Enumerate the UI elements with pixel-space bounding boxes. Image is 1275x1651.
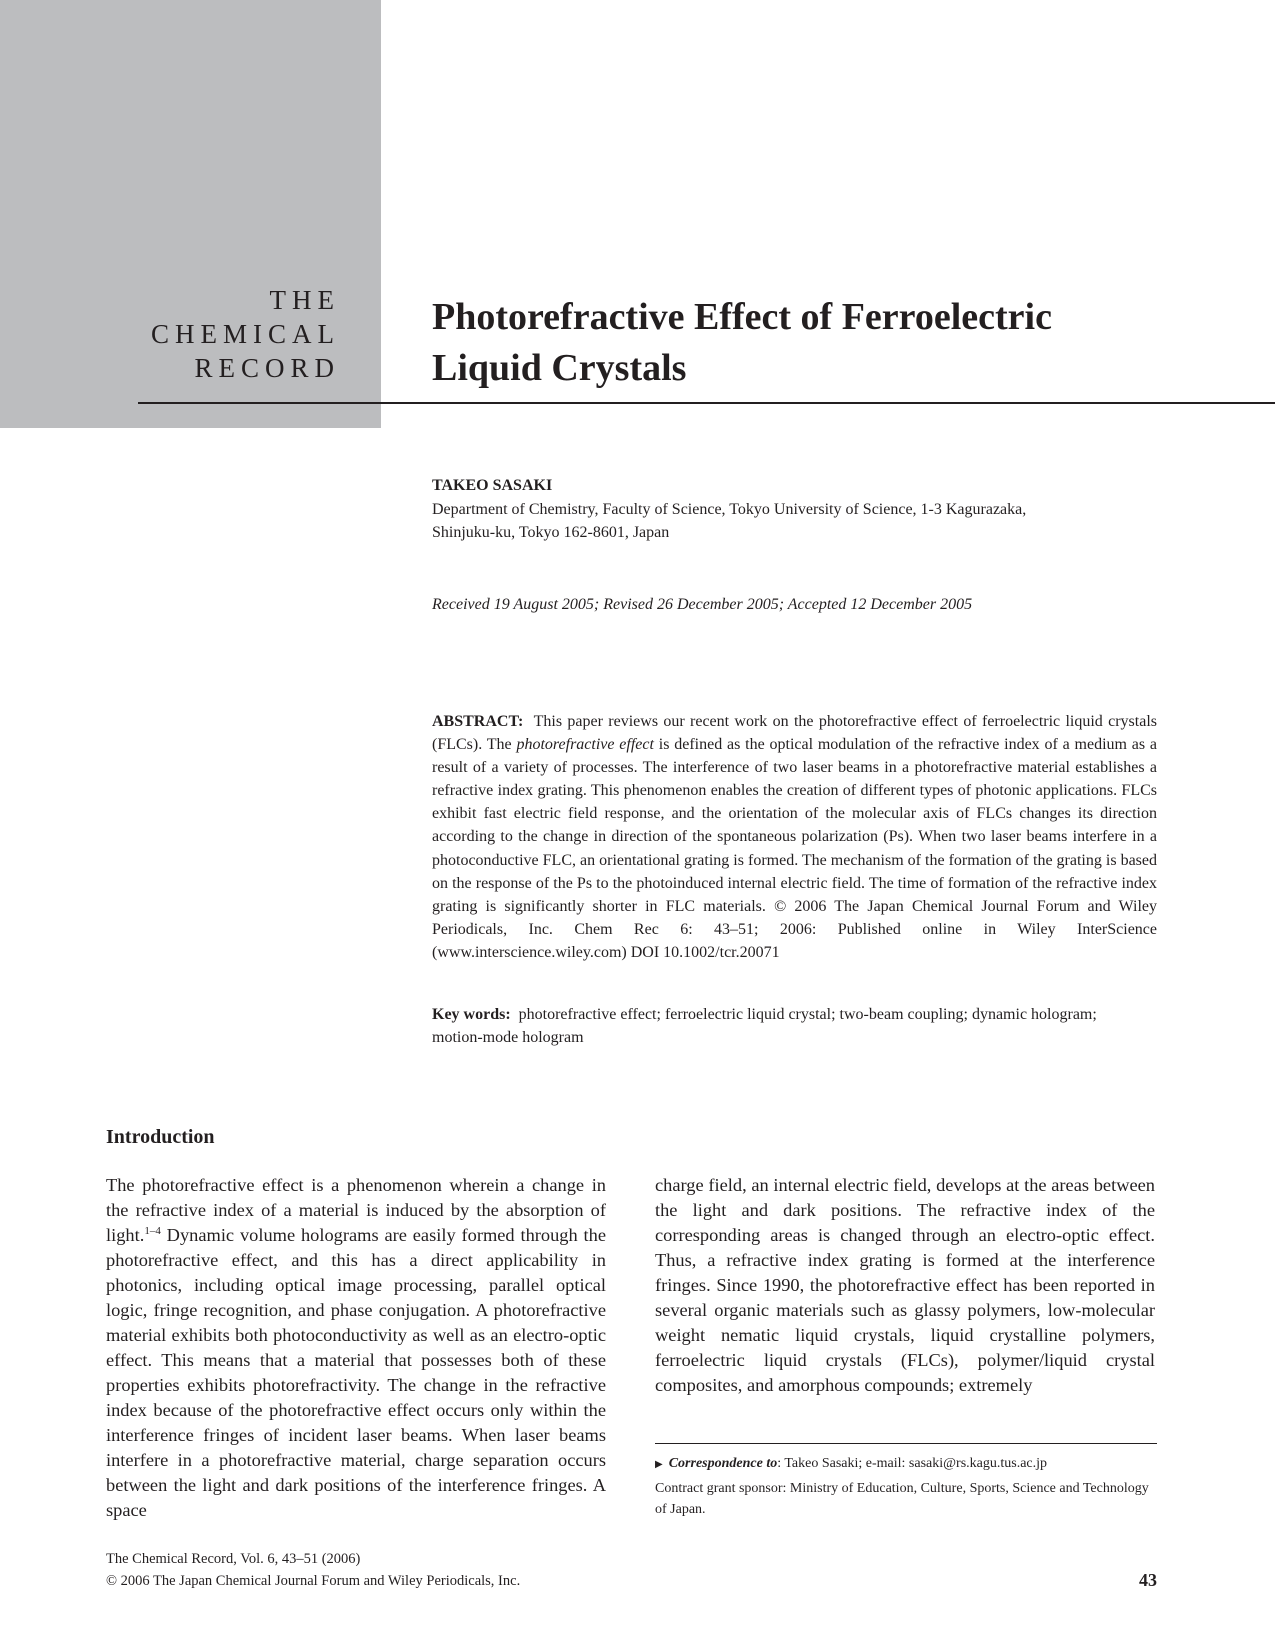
- abstract-label: ABSTRACT:: [432, 713, 524, 730]
- keywords-label: Key words:: [432, 1006, 511, 1023]
- citation-line-1: The Chemical Record, Vol. 6, 43–51 (2006): [106, 1551, 361, 1567]
- journal-logo-line-2: CHEMICAL: [151, 319, 340, 349]
- correspondence-text: : Takeo Sasaki; e-mail: sasaki@rs.kagu.tus.ac.jp: [777, 1456, 1048, 1471]
- introduction-left-part-1: The photorefractive effect is a phenomenon wherein a change in the refractive index of a material is induced by the absorption of light.: [106, 1175, 606, 1245]
- author-affiliation: [432, 498, 1132, 544]
- affiliation-line-2: Shinjuku-ku, Tokyo 162-8601, Japan: [432, 524, 670, 541]
- abstract-text-part-1: This paper reviews our recent work on the photorefractive effect of ferroelectric liquid crystals (FLCs). The: [432, 713, 1158, 754]
- correspondence-label: Correspondence to: [668, 1456, 778, 1471]
- footnote-divider: [655, 1443, 1157, 1444]
- author-name: TAKEO SASAKI: [432, 477, 553, 494]
- article-title: [432, 292, 1232, 394]
- citation-line-2: © 2006 The Japan Chemical Journal Forum and Wiley Periodicals, Inc.: [106, 1573, 521, 1589]
- journal-citation: [106, 1548, 520, 1592]
- article-title-line-2: Liquid Crystals: [432, 347, 687, 389]
- abstract-emphasis: photorefractive effect: [516, 736, 654, 754]
- introduction-column-right: charge field, an internal electric field, develops at the areas between the light and dark positions. The refractive index of the corresponding areas is changed through an electro-optic effect. Thus, a refractive index grating is formed at the interference fringes. Since 1990, the photorefractive effect has been reported in several organic materials such as glassy polymers, low-molecular weight nematic liquid crystals, liquid crystalline polymers, ferroelectric liquid crystals (FLCs), polymer/liquid crystal composites, and amorphous compounds; extremely: [655, 1175, 1155, 1395]
- correspondence-footnote: [655, 1453, 1157, 1475]
- affiliation-line-1: Department of Chemistry, Faculty of Science, Tokyo University of Science, 1-3 Kagurazaka,: [432, 501, 1027, 518]
- publication-dates: Received 19 August 2005; Revised 26 December 2005; Accepted 12 December 2005: [432, 596, 973, 613]
- title-divider: [138, 402, 1275, 404]
- journal-logo-line-1: THE: [269, 285, 340, 315]
- article-title-line-1: Photorefractive Effect of Ferroelectric: [432, 296, 1052, 338]
- keywords: [432, 1003, 1132, 1049]
- journal-logo: [100, 283, 340, 385]
- journal-logo-line-3: RECORD: [194, 353, 340, 383]
- grant-footnote: Contract grant sponsor: Ministry of Education, Culture, Sports, Science and Technology of Japan.: [655, 1481, 1149, 1517]
- abstract: [432, 710, 1157, 964]
- keywords-text: photorefractive effect; ferroelectric liquid crystal; two-beam coupling; dynamic hologram; motion-mode hologram: [432, 1006, 1097, 1046]
- section-heading-introduction: Introduction: [106, 1126, 215, 1148]
- right-triangle-icon: ▶: [655, 1459, 663, 1470]
- introduction-column-left: [106, 1173, 606, 1523]
- reference-citation[interactable]: 1–4: [144, 1224, 161, 1237]
- abstract-text-part-2: is defined as the optical modulation of the refractive index of a medium as a result of a variety of processes. The interference of two laser beams in a photorefractive material establishes a refractive index grating. This phenomenon enables the creation of different types of photonic applications. FLCs exhibit fast electric field response, and the orientation of the molecular axis of FLCs changes its direction according to the change in direction of the spontaneous polarization (Ps). When two laser beams interfere in a photoconductive FLC, an orientational grating is formed. The mechanism of the formation of the grating is based on the response of the Ps to the photoinduced internal electric field. The time of formation of the refractive index grating is significantly shorter in FLC materials. © 2006 The Japan Chemical Journal Forum and Wiley Periodicals, Inc. Chem Rec 6: 43–51; 2006: Published online in Wiley InterScience (www.interscience.wiley.com) DOI 10.1002/tcr.20071: [432, 736, 1158, 961]
- page-number: 43: [1139, 1570, 1157, 1590]
- introduction-left-part-2: Dynamic volume holograms are easily formed through the photorefractive effect, and this has a direct applicability in photonics, including optical image processing, parallel optical logic, fringe recognition, and phase conjugation. A photorefractive material exhibits both photoconductivity as well as an electro-optic effect. This means that a material that possesses both of these properties exhibits photorefractivity. The change in the refractive index because of the photorefractive effect occurs only within the interference fringes of incident laser beams. When laser beams interfere in a photorefractive material, charge separation occurs between the light and dark positions of the interference fringes. A space: [106, 1225, 606, 1520]
